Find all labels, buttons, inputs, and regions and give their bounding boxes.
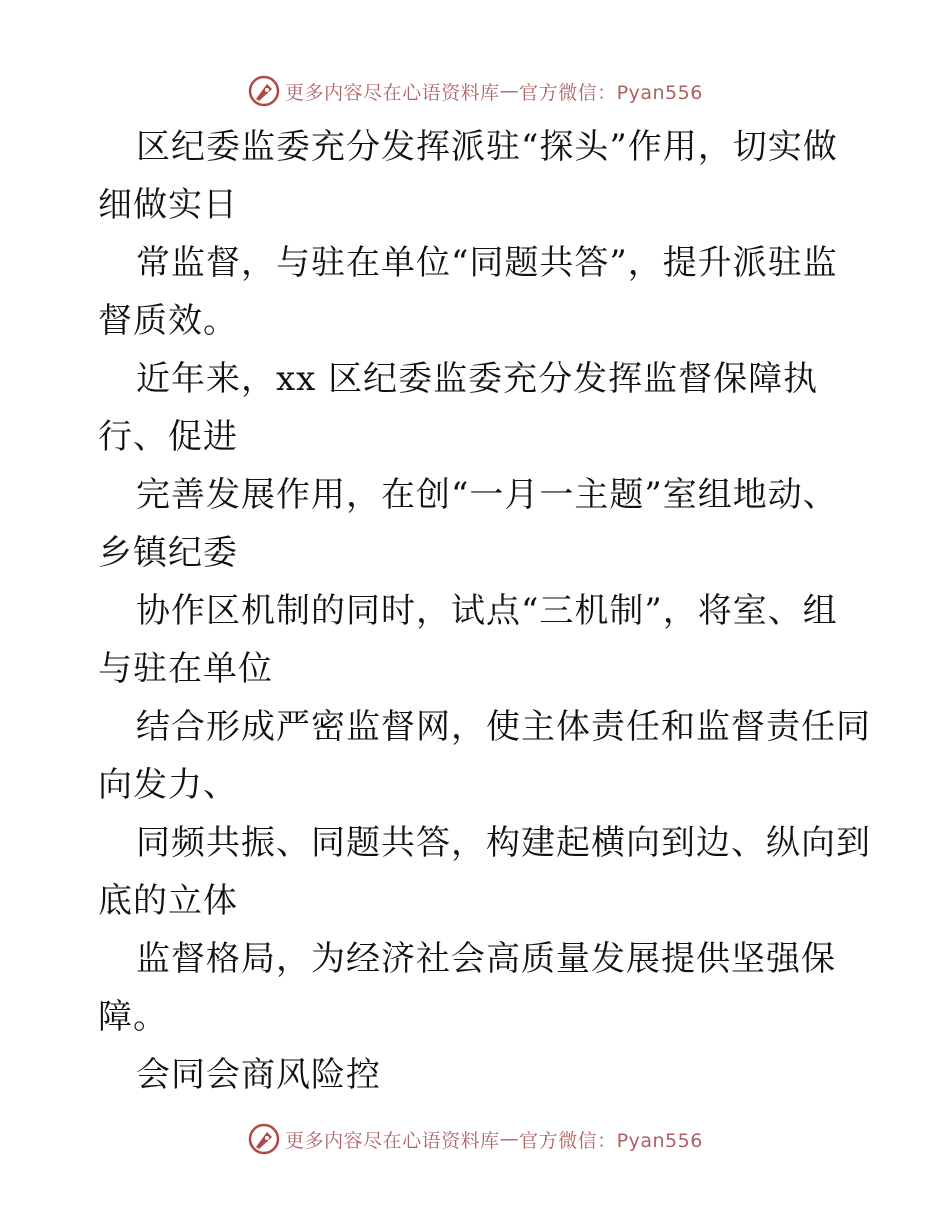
text-line: 会同会商风险控 (136, 1055, 381, 1095)
pen-nib-circle-icon (247, 1122, 281, 1156)
header-banner-main-text: 更多内容尽在心语资料库 (285, 81, 500, 104)
text-line: 监督格局，为经济社会高质量发展提供坚强保 (136, 939, 836, 979)
header-banner-dash: — (499, 80, 520, 102)
footer-banner-wechat: 官方微信：Pyan556 (519, 1129, 703, 1152)
text-line: 底的立体 (98, 881, 238, 921)
text-line: 与驻在单位 (98, 649, 273, 689)
header-banner (0, 71, 950, 111)
text-line: 常监督，与驻在单位“同题共答”，提升派驻监 (136, 243, 838, 283)
document-body (98, 118, 871, 1104)
pen-nib-circle-icon (247, 74, 281, 108)
text-line: 细做实日 (98, 185, 238, 225)
text-line: 乡镇纪委 (98, 533, 238, 573)
text-line: 协作区机制的同时，试点“三机制”，将室、组 (136, 591, 838, 631)
footer-banner-dash: — (499, 1128, 520, 1150)
footer-banner (0, 1119, 950, 1159)
text-line: 结合形成严密监督网，使主体责任和监督责任同 (136, 707, 871, 747)
text-line: 障。 (98, 997, 168, 1037)
text-line: 区纪委监委充分发挥派驻“探头”作用，切实做 (136, 127, 838, 167)
text-line: 完善发展作用，在创“一月一主题”室组地动、 (136, 475, 838, 515)
header-banner-wechat: 官方微信：Pyan556 (519, 81, 703, 104)
text-line: 近年来，xx 区纪委监委充分发挥监督保障执 (136, 359, 819, 399)
footer-banner-main-text: 更多内容尽在心语资料库 (285, 1129, 500, 1152)
text-line: 向发力、 (98, 765, 238, 805)
text-line: 行、促进 (98, 417, 238, 457)
text-line: 督质效。 (98, 301, 238, 341)
text-line: 同频共振、同题共答，构建起横向到边、纵向到 (136, 823, 871, 863)
